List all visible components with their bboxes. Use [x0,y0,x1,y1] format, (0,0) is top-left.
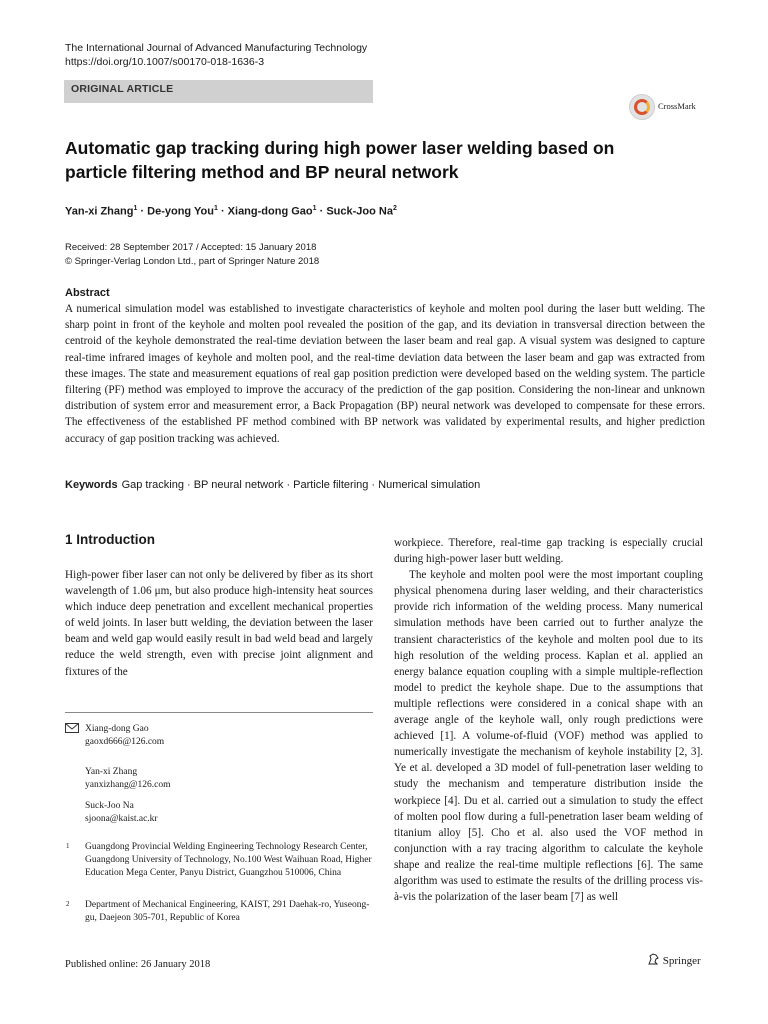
author-name[interactable]: De-yong You [147,205,214,218]
paper-title: Automatic gap tracking during high power laser welding based on particle filtering method and BP neural network [65,138,615,182]
doi-link[interactable]: https://doi.org/10.1007/s00170-018-1636-3 [65,56,265,68]
author-affiliation: 1 [133,205,138,212]
paragraph: The keyhole and molten pool were the most important coupling physical phenomena during laser welding, and their characteristics provide rich information of the welding process. Many numerical simulation methods have been carried out to further analyze the transient characteristics of the keyhole and molten pool due to its high resolution of the welding process. Kaplan et al. applied an energy balance equation coupling with a simple multiple-reflection model to predict the keyhole shape. Due to the assumptions that multiple reflections were considered in a conical shape with an average angle of the keyhole wall, only rough predictions were achieved [1]. A volume-of-fluid (VOF) method was applied to numerically investigate the mechanism of keyhole instability [2, 3]. Ye et al. developed a 3D model of full-penetration laser welding to study the mechanism and temperature distribution inside the workpiece [4]. Du et al. carried out a simulation to study the effect of molten pool flow during a full-penetration laser beam welding of titanium alloy [5]. Cho et al. also used the VOF method in conjunction with a ray tracing algorithm to calculate the keyhole shape and realize the real-time multiple reflections [6]. The same algorithm was used to estimate the results of the drilling process vis-à-vis the polarization of the laser beam [7] as well [394,569,703,904]
section-heading-introduction: 1 Introduction [65,532,155,547]
keywords [65,479,480,491]
author-affiliation: 1 [213,205,218,212]
keywords-list: Gap tracking · BP neural network · Particle filtering · Numerical simulation [121,479,481,491]
author-separator: · [217,205,228,218]
contact-email[interactable]: gaoxd666@126.com [85,737,165,747]
contact-name: Yan-xi Zhang [85,767,138,777]
author-name[interactable]: Xiang-dong Gao [227,205,313,218]
contact-email[interactable]: yanxizhang@126.com [85,780,171,790]
abstract-text: A numerical simulation model was established to investigate characteristics of keyhole and molten pool during the laser butt welding. The sharp point in front of the keyhole and molten pool revealed the position of the gap, and its deviation in transversal direction between the centroid of the keyhole demonstrated the real-time deviation between the laser beam and real gap. A visual system was designed to capture real-time infrared images of keyhole and molten pool, and the real-time deviation data between the laser beam and gap was extracted from these images. The state and measurement equations of real gap position prediction were developed based on the welding system. The particle filtering (PF) method was employed to improve the accuracy of the prediction of the gap position. Considering the non-linear and unknown distribution of system error and measurement error, a Back Propagation (BP) neural network was developed to compensate for these errors. The effectiveness of the established PF method combined with BP network was validated by experimental results, and higher prediction accuracy of gap position tracking was achieved. [65,303,705,445]
footnote-divider [65,712,373,713]
keywords-label: Keywords [65,479,118,491]
intro-column-left: High-power fiber laser can not only be delivered by fiber as its short wavelength of 1.06 μm, but also produce high-intensity heat sources which induce deep penetration and excellent mechanical properties of weld joints. In laser butt welding, the deviation between the laser beam and weld gap would easily result in bad weld bead and largely reduce the weld strength, even with precise joint alignment and fixtures of the [65,569,373,678]
author-separator: · [316,205,327,218]
published-date: Published online: 26 January 2018 [65,959,211,970]
article-type-badge [64,80,373,103]
abstract-heading: Abstract [65,287,110,299]
contact-email[interactable]: sjoona@kaist.ac.kr [85,814,158,824]
author-affiliation: 1 [312,205,317,212]
publisher-logo [647,953,701,967]
author-list [65,205,397,218]
crossmark-label: CrossMark [658,101,696,111]
crossmark-icon [629,94,655,120]
author-separator: · [137,205,148,218]
copyright-notice: © Springer-Verlag London Ltd., part of Springer Nature 2018 [65,256,320,267]
article-type-label: ORIGINAL ARTICLE [71,83,174,95]
contact-entry [85,723,164,749]
paragraph: workpiece. Therefore, real-time gap tracking is especially crucial during high-power laser butt welding. [394,537,703,566]
affiliation-number: 1 [66,842,70,850]
affiliation-text: Guangdong Provincial Welding Engineering Technology Research Center, Guangdong University of Technology, No.100 West Waihuan Road, Higher Education Mega Center, Panyu District, Guangzhou 510006, China [85,842,372,878]
received-dates: Received: 28 September 2017 / Accepted: 15 January 2018 [65,242,317,253]
author-name[interactable]: Yan-xi Zhang [65,205,134,218]
publisher-name: Springer [662,955,701,967]
contact-entry [85,800,158,826]
contact-entry [85,766,171,792]
crossmark-button[interactable] [629,94,709,120]
intro-column-right [394,535,703,905]
author-name[interactable]: Suck-Joo Na [326,205,393,218]
contact-name: Suck-Joo Na [85,801,134,811]
springer-horse-icon [647,953,660,965]
contact-name: Xiang-dong Gao [85,724,149,734]
affiliation-text: Department of Mechanical Engineering, KAIST, 291 Daehak-ro, Yuseong-gu, Daejeon 305-701, Republic of Korea [85,900,370,923]
journal-name: The International Journal of Advanced Manufacturing Technology [65,42,368,54]
envelope-icon [65,723,79,733]
affiliation-number: 2 [66,900,70,908]
author-affiliation: 2 [392,205,397,212]
